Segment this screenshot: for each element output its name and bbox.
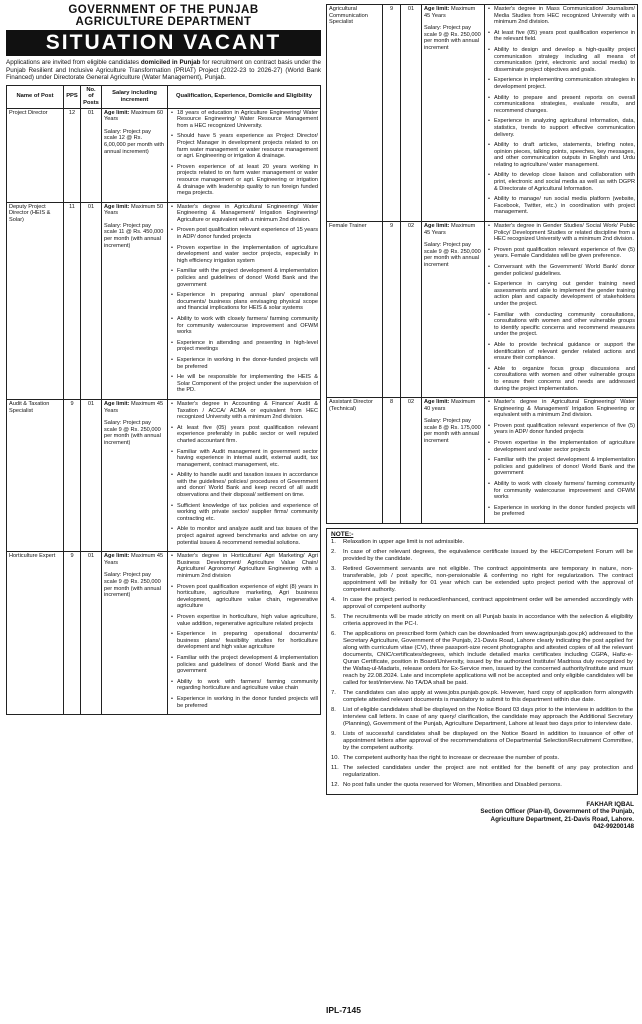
salary-text: Salary: Project pay scale 11 @ Rs. 450,000 per month (with annual increment) bbox=[104, 222, 164, 249]
post-salary-cell bbox=[102, 552, 168, 715]
qualification-item: • Ability to design and develop a high-quality project communication strategy including all means of communication (print, electronic and social media) to disseminate project objectives and goals. bbox=[487, 47, 635, 73]
qualification-item: • Ability to draft articles, statements, briefing notes, opinion pieces, talking points, speeches, key messages, and other communication outputs in English and Urdu relating to agriculture/ water management. bbox=[487, 142, 635, 168]
signatory-phone: 042-99200148 bbox=[593, 823, 634, 831]
signature-block bbox=[326, 801, 638, 831]
qualification-item: • Experience in preparing annual plan/ operational documents/ business plans envisaging physical scope and financial implications for HEIS & solar systems bbox=[170, 292, 318, 312]
qualification-item: • Familiar with conducting community consultations, consultations with women and other vulnerable groups to identify specific concerns and recommend measures under the project. bbox=[487, 312, 635, 338]
post-count: 01 bbox=[81, 202, 102, 399]
qualification-item: • Ability to develop close liaison and collaboration with print, electronic and social media as well as with DGPR & Directorate of Agricultural Information. bbox=[487, 172, 635, 192]
post-row bbox=[327, 5, 638, 222]
department-title: AGRICULTURE DEPARTMENT bbox=[75, 16, 252, 28]
post-qualifications bbox=[485, 222, 638, 398]
post-count: 01 bbox=[81, 399, 102, 551]
left-column bbox=[6, 4, 321, 715]
qualification-item: • Experience in working in the donor funded projects will be preferred bbox=[487, 505, 635, 518]
qualification-item: • At least five (05) years post qualification experience in the relevant field. bbox=[487, 30, 635, 43]
salary-text: Salary: Project pay scale 9 @ Rs. 250,000 per month (with annual increment) bbox=[104, 420, 161, 446]
note-item: 3. Retired Government servants are not eligible. The contract appointments are temporary in nature, non-transferable, job / post specific, non-pensionable & conferring no right for regularization. The contract appointment will be initially for 01 year which can be extended upto project period with the approval of competent authority. bbox=[331, 566, 633, 594]
qualification-item: • He will be responsible for implementing the HEIS & Solar Component of the project under the supervision of the PD. bbox=[170, 374, 318, 394]
right-column bbox=[326, 4, 638, 831]
post-name: Assistant Director (Technical) bbox=[327, 398, 383, 524]
qualification-item: • Should have 5 years experience as Project Director/ Project Manager in development projects related to on farm water management or water resource management or agri. Engineering or irrigation & drainage. bbox=[170, 133, 318, 159]
salary-text: Salary: Project pay scale 9 @ Rs. 250,000 per month (with annual increment) bbox=[104, 572, 161, 599]
note-item: 5. The recruitments will be made strictly on merit on all Punjab basis in accordance with the selection & eligibility criteria approved in the PC-I. bbox=[331, 614, 633, 628]
post-row bbox=[7, 399, 321, 551]
qualification-item: • Conversant with the Government/ World Bank/ donor gender policies/ guidelines. bbox=[487, 264, 635, 277]
qualification-item: • Experience in attending and presenting in high-level project meetings bbox=[170, 340, 318, 353]
post-name: Agricultural Communication Specialist bbox=[327, 5, 383, 222]
note-item: 8. List of eligible candidates shall be displayed on the Notice Board 03 days prior to the interview in addition to the interview call letters. In case of any query/ clarification, the candidate may approach the Additional Secretary (Planning), Government of the Punjab, Agriculture Department, Lahore at least two days prior to interview date. bbox=[331, 707, 633, 728]
qualification-item: • Able to provide technical guidance or support the identification of relevant gender related actions and ensure their compliance. bbox=[487, 342, 635, 362]
qualification-item: • Sufficient knowledge of tax policies and experience of working with private sector/ supplier firms/ community contracting etc. bbox=[170, 503, 318, 523]
post-salary-cell bbox=[102, 108, 168, 202]
post-count: 01 bbox=[81, 108, 102, 202]
qualification-item: • Ability to work with farmers/ farming community regarding horticulture and agriculture value chain bbox=[170, 679, 318, 692]
age-limit: Age limit: Maximum 45 Years bbox=[424, 223, 476, 236]
salary-text: Salary: Project pay scale 9 @ Rs. 250,000 per month with annual increment bbox=[424, 242, 481, 268]
post-row bbox=[7, 552, 321, 715]
age-limit: Age limit: Maximum 45 Years bbox=[104, 553, 164, 566]
qualification-item: • Ability to manage/ run social media platform (website, Facebook, Twitter, etc.) in coordination with project management. bbox=[487, 196, 635, 216]
left-posts-table bbox=[6, 85, 321, 715]
qualification-item: • Proven expertise in the implementation of agriculture development and water sector projects bbox=[487, 440, 635, 453]
signatory-line-1: Section Officer (Plan-II), Government of the Punjab, bbox=[480, 808, 634, 816]
qualification-item: • Proven post qualification experience of eight (8) years in horticulture, agriculture marketing, Agri business development, agriculture value chain, regenerative agriculture bbox=[170, 584, 318, 610]
post-name: Female Trainer bbox=[327, 222, 383, 398]
post-qualifications bbox=[168, 108, 321, 202]
ipl-number: IPL-7145 bbox=[326, 1005, 361, 1015]
signatory-line-2: Agriculture Department, 21-Davis Road, Lahore. bbox=[490, 815, 634, 823]
post-salary-cell bbox=[102, 202, 168, 399]
qualification-item: • Familiar with the project development & implementation policies and guidelines of donor/ World Bank and the government bbox=[487, 457, 635, 477]
note-item: 1. Relaxation in upper age limit is not admissible. bbox=[331, 539, 633, 546]
qualification-item: • Proven expertise in the implementation of agriculture development and water sector projects, especially in high efficiency irrigation system bbox=[170, 245, 318, 265]
header-no-of-posts: No. of Posts bbox=[81, 85, 102, 108]
qualification-item: • Proven post qualification relevant experience of five (5) years. Female Candidates will be given preference. bbox=[487, 247, 635, 260]
qualification-item: • Familiar with the project development & implementation policies and guidelines of donor/ World Bank and the government bbox=[170, 655, 318, 675]
post-count: 01 bbox=[81, 552, 102, 715]
age-limit: Age limit: Maximum 50 Years bbox=[104, 203, 164, 217]
age-limit: Age limit: Maximum 40 years bbox=[424, 399, 476, 412]
note-item: 11. The selected candidates under the project are not entitled for the benefit of any pay protection and regularization. bbox=[331, 765, 633, 779]
header-salary: Salary including increment bbox=[102, 85, 168, 108]
qualification-item: • Familiar with Audit management in government sector having experience in internal audit, external audit, tax management, contract management, etc. bbox=[170, 449, 318, 469]
government-title: GOVERNMENT OF THE PUNJAB bbox=[68, 4, 259, 16]
qualification-item: • Ability to prepare and present reports on overall communications strategies, evaluate results, and recommend changes. bbox=[487, 95, 635, 115]
qualification-item: • Able to organize focus group discussions and consultations with women and other vulnerable groups to ensure their concerns and needs are addressed during the project implementation. bbox=[487, 366, 635, 392]
salary-text: Salary: Project pay scale 12 @ Rs. 6,00,000 per month with annual increment) bbox=[104, 128, 165, 155]
post-pps: 9 bbox=[383, 5, 401, 222]
post-qualifications bbox=[485, 5, 638, 222]
right-posts-table bbox=[326, 4, 638, 524]
post-count: 01 bbox=[401, 5, 422, 222]
post-row bbox=[7, 202, 321, 399]
note-item: 9. Lists of successful candidates shall be displayed on the Notice Board in addition to issuance of offer of appointment letters after approval of the recommendations of Departmental Selection/Recruitment Committee, by the competent authority. bbox=[331, 731, 633, 752]
qualification-item: • Able to monitor and analyze audit and tax issues of the project against agreed benchmarks and advise on any potential issues & recommend remedial solutions. bbox=[170, 526, 318, 546]
qualification-item: • Proven expertise in horticulture, high value agriculture, value addition, regenerative agriculture related projects bbox=[170, 614, 318, 627]
post-name: Horticulture Expert bbox=[7, 552, 64, 715]
qualification-item: • Experience in implementing communication strategies in development project. bbox=[487, 77, 635, 90]
qualification-item: • Master's degree in Gender Studies/ Social Work/ Public Policy/ Development Studies or related discipline from a HEC recognized University with a minimum 2nd division. bbox=[487, 223, 635, 243]
qualification-item: • 18 years of education in Agriculture Engineering/ Water Resource Engineering/ Water Resource Management from a HEC recognized University. bbox=[170, 110, 318, 130]
salary-text: Salary: Project pay scale 9 @ Rs. 250,000 per month with annual increment bbox=[424, 25, 481, 51]
note-item: 10. The competent authority has the right to increase or decrease the number of posts. bbox=[331, 755, 633, 762]
post-pps: 9 bbox=[64, 399, 81, 551]
post-salary-cell bbox=[102, 399, 168, 551]
note-item: 4. In case the project period is reduced/enhanced, contract appointment order will be amended accordingly with approval of competent authority bbox=[331, 597, 633, 611]
header-pps: PPS bbox=[64, 85, 81, 108]
qualification-item: • Master's degree in Mass Communication/ Journalism/ Media Studies from HEC recognized University with a minimum 2nd division. bbox=[487, 6, 635, 26]
post-name: Project Director bbox=[7, 108, 64, 202]
qualification-item: • Proven post qualification relevant experience of five (5) years in ADP/ donor funded projects bbox=[487, 423, 635, 436]
post-pps: 9 bbox=[383, 222, 401, 398]
post-row bbox=[327, 398, 638, 524]
post-salary-cell bbox=[422, 5, 485, 222]
post-row bbox=[327, 222, 638, 398]
age-limit: Age limit: Maximum 45 Years bbox=[104, 400, 164, 414]
qualification-item: • At least five (05) years post qualification relevant experience preferably in public sector or well reputed charted accountant firm. bbox=[170, 425, 318, 445]
age-limit: Age limit: Maximum 45 Years bbox=[424, 6, 476, 19]
qualification-item: • Proven post qualification relevant experience of 15 years in ADP/ donor funded projects bbox=[170, 227, 318, 240]
post-pps: 11 bbox=[64, 202, 81, 399]
post-pps: 12 bbox=[64, 108, 81, 202]
post-count: 02 bbox=[401, 222, 422, 398]
post-pps: 8 bbox=[383, 398, 401, 524]
post-qualifications bbox=[168, 399, 321, 551]
qualification-item: • Experience in carrying out gender training need assessments and able to implement the gender training action plan and capacity development of stakeholders under the project. bbox=[487, 281, 635, 307]
qualification-item: • Master's degree in Horticulture/ Agri Marketing/ Agri Business Development/ Agriculture Value Chain/ Agriculture/ Agronomy/ Agriculture Engineering with a minimum 2nd division bbox=[170, 553, 318, 579]
post-qualifications bbox=[168, 552, 321, 715]
signatory-name: FAKHAR IQBAL bbox=[586, 801, 634, 808]
qualification-item: • Master's degree in Agricultural Engineering/ Water Engineering & Management/ Irrigation Engineering/ Agriculture or equivalent with a minimum 2nd division. bbox=[170, 204, 318, 224]
post-name: Audit & Taxation Specialist bbox=[7, 399, 64, 551]
qualification-item: • Experience in working in the donor-funded projects will be preferred bbox=[170, 357, 318, 370]
post-qualifications bbox=[485, 398, 638, 524]
qualification-item: • Proven experience of at least 20 years working in projects related to on farm water management or water resource management or agri. Engineering or irrigation & drainage with leadership quality to run foreign funded mega projects. bbox=[170, 164, 318, 197]
qualification-item: • Experience in analyzing agricultural information, data, statistics, trends to support effective communication delivery. bbox=[487, 118, 635, 138]
qualification-item: • Ability to handle audit and taxation issues in accordance with the guidelines/ policies/ procedures of Government and donor/ World Bank and keep record of all audit observations and their disposal/ settlement on time. bbox=[170, 472, 318, 498]
qualification-item: • Master's degree in Agricultural Engineering/ Water Engineering & Management/ Irrigation Engineering or equivalent with a minimum 2nd division. bbox=[487, 399, 635, 419]
notes-section bbox=[326, 528, 638, 795]
situation-vacant-banner: SITUATION VACANT bbox=[6, 30, 321, 56]
salary-text: Salary: Project pay scale 8 @ Rs. 175,000 per month with annual increment bbox=[424, 418, 481, 445]
intro-paragraph: Applications are invited from eligible candidates domiciled in Punjab for recruitment on contract basis under the Punjab Resilient and Inclusive Agriculture Transformation (PRIAT) Project (2022-23 to 2026-27) (World Bank Financed) under Directorate General Agriculture (Water Management), Punjab. bbox=[6, 59, 321, 82]
qualification-item: • Ability to work with closely farmers/ farming community for community watercourse improvement and OFWM works bbox=[487, 481, 635, 501]
notes-list bbox=[331, 539, 633, 789]
header-qualification: Qualification, Experience, Domicile and Eligibility bbox=[168, 85, 321, 108]
post-qualifications bbox=[168, 202, 321, 399]
note-item: 6. The applications on prescribed form (which can be downloaded from www.agripunjab.gov.pk) addressed to the Secretary Agriculture, Government of the Punjab, 21-Davis Road, Lahore clearly indicating the post applied for along with curriculum vitae (CV), three passport-size recent photographs and attested copies of all the relevant documents, CNIC/certificates/degrees, which include detailed marks certificates including CGPA, Hafiz-e-Quran Certificate, position in Board/University, issued by the authorized Institute/ Madrissa duly recognized by the Wafaq-ul-Madaris, release orders for Ex-Service men, issued by the concerned authority/institute and must reach by 22.08.2024. Late and incomplete applications will not be accepted and only eligible candidates will be called for test/interview. No TA/DA shall be paid. bbox=[331, 631, 633, 687]
post-pps: 9 bbox=[64, 552, 81, 715]
post-name: Deputy Project Director (HEIS & Solar) bbox=[7, 202, 64, 399]
qualification-item: • Experience in working in the donor funded projects will be preferred bbox=[170, 696, 318, 709]
qualification-item: • Ability to work with closely farmers/ farming community for community watercourse improvement and OFWM works bbox=[170, 316, 318, 336]
post-salary-cell bbox=[422, 222, 485, 398]
post-count: 02 bbox=[401, 398, 422, 524]
note-item: 2. In case of other relevant degrees, the equivalence certificate issued by the HEC/Competent Forum will be provided by the candidate. bbox=[331, 549, 633, 563]
post-salary-cell bbox=[422, 398, 485, 524]
note-item: 12. No post falls under the quota reserved for Women, Minorities and Disabled persons. bbox=[331, 782, 633, 789]
note-item: 7. The candidates can also apply at www.jobs.punjab.gov.pk. However, hard copy of application form alongwith complete attested relevant documents is mandatory to submit to this department within due date. bbox=[331, 690, 633, 704]
qualification-item: • Master's degree in Accounting & Finance/ Audit & Taxation / ACCA/ ACMA or equivalent from HEC recognized University with a minimum 2nd division. bbox=[170, 401, 318, 421]
age-limit: Age limit: Maximum 60 Years bbox=[104, 109, 164, 123]
notes-title: NOTE:- bbox=[331, 531, 354, 538]
qualification-item: • Experience in preparing operational documents/ business plans/ feasibility studies for horticulture development and high value agriculture bbox=[170, 631, 318, 651]
post-row bbox=[7, 108, 321, 202]
qualification-item: • Familiar with the project development & implementation policies and guidelines of donor/ World Bank and the government bbox=[170, 268, 318, 288]
header-name-of-post: Name of Post bbox=[7, 85, 64, 108]
